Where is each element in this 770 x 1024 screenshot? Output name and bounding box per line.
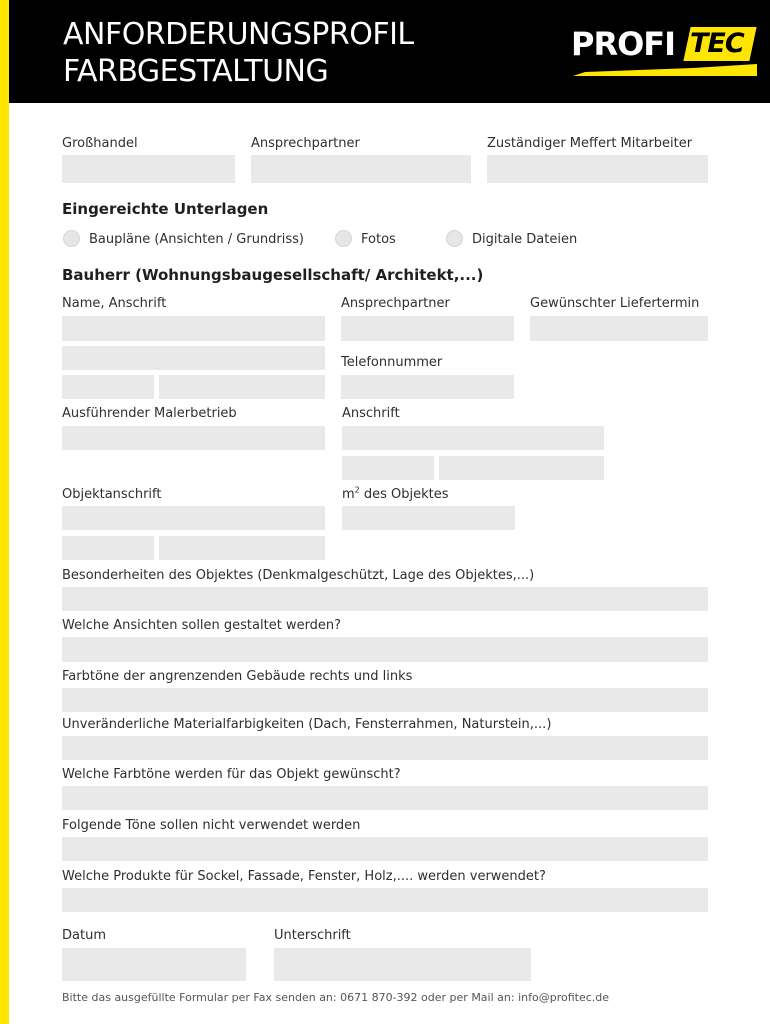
question-label-4: Unveränderliche Materialfarbigkeiten (Dach, Fensterrahmen, Naturstein,...) — [62, 717, 552, 732]
anschrift-label: Anschrift — [342, 406, 400, 421]
radio-digitale-dateien-label: Digitale Dateien — [472, 232, 578, 247]
question-field-1[interactable] — [62, 587, 708, 611]
side-accent-bar — [0, 0, 9, 1024]
question-field-7[interactable] — [62, 888, 708, 912]
ansprechpartner-top-field[interactable] — [251, 155, 471, 183]
malerbetrieb-field[interactable] — [62, 426, 325, 450]
strasse-field[interactable] — [62, 346, 325, 370]
logo-text-profi: PROFI — [571, 25, 676, 63]
m2-field[interactable] — [342, 506, 515, 530]
bauherr-heading: Bauherr (Wohnungsbaugesellschaft/ Architekt,...) — [62, 266, 484, 284]
name-field[interactable] — [62, 316, 325, 341]
question-label-2: Welche Ansichten sollen gestaltet werden? — [62, 618, 342, 633]
datum-field[interactable] — [62, 948, 246, 981]
unterschrift-label: Unterschrift — [274, 928, 351, 943]
name-anschrift-label: Name, Anschrift — [62, 296, 167, 311]
m2-label-text: des Objektes — [359, 487, 449, 502]
anschrift-strasse-field[interactable] — [342, 426, 604, 450]
question-label-3: Farbtöne der angrenzenden Gebäude rechts und links — [62, 669, 413, 684]
grosshandel-field[interactable] — [62, 155, 235, 183]
objektanschrift-label: Objektanschrift — [62, 487, 162, 502]
radio-bauplaene[interactable] — [63, 230, 80, 247]
unterlagen-heading: Eingereichte Unterlagen — [62, 200, 269, 218]
radio-bauplaene-label: Baupläne (Ansichten / Grundriss) — [89, 232, 305, 247]
radio-fotos[interactable] — [335, 230, 352, 247]
plz-field[interactable] — [62, 375, 154, 399]
anschrift-plz-field[interactable] — [342, 456, 434, 480]
question-label-6: Folgende Töne sollen nicht verwendet werden — [62, 818, 361, 833]
m2-label-exponent: 2 — [354, 485, 360, 495]
objektanschrift-ort-field[interactable] — [159, 536, 325, 560]
question-field-6[interactable] — [62, 837, 708, 861]
datum-label: Datum — [62, 928, 106, 943]
question-field-3[interactable] — [62, 688, 708, 712]
radio-fotos-label: Fotos — [361, 232, 396, 247]
ansprechpartner-top-label: Ansprechpartner — [251, 136, 360, 151]
liefertermin-field[interactable] — [530, 316, 708, 341]
m2-label — [342, 487, 449, 503]
question-field-4[interactable] — [62, 736, 708, 760]
profitec-logo — [561, 24, 763, 80]
footer-note: Bitte das ausgefüllte Formular per Fax senden an: 0671 870-392 oder per Mail an: info@profitec.de — [62, 991, 610, 1004]
question-label-1: Besonderheiten des Objektes (Denkmalgeschützt, Lage des Objektes,...) — [62, 568, 535, 583]
question-field-2[interactable] — [62, 637, 708, 662]
mitarbeiter-field[interactable] — [487, 155, 708, 183]
grosshandel-label: Großhandel — [62, 136, 138, 151]
m2-label-unit: m — [342, 487, 355, 502]
radio-digitale-dateien[interactable] — [446, 230, 463, 247]
objektanschrift-plz-field[interactable] — [62, 536, 154, 560]
objektanschrift-strasse-field[interactable] — [62, 506, 325, 530]
header-band — [9, 0, 770, 103]
question-label-5: Welche Farbtöne werden für das Objekt gewünscht? — [62, 767, 401, 782]
malerbetrieb-label: Ausführender Malerbetrieb — [62, 406, 237, 421]
question-field-5[interactable] — [62, 786, 708, 810]
logo-text-tec: TEC — [690, 28, 744, 59]
telefon-field[interactable] — [341, 375, 514, 399]
page-title-line2: FARBGESTALTUNG — [63, 54, 329, 89]
bauherr-ansprechpartner-field[interactable] — [341, 316, 514, 341]
unterschrift-field[interactable] — [274, 948, 531, 981]
ort-field[interactable] — [159, 375, 325, 399]
telefon-label: Telefonnummer — [341, 355, 443, 370]
bauherr-ansprechpartner-label: Ansprechpartner — [341, 296, 450, 311]
liefertermin-label: Gewünschter Liefertermin — [530, 296, 700, 311]
page-title-line1: ANFORDERUNGSPROFIL — [63, 17, 414, 52]
mitarbeiter-label: Zuständiger Meffert Mitarbeiter — [487, 136, 693, 151]
logo-swoosh-icon — [573, 60, 757, 76]
question-label-7: Welche Produkte für Sockel, Fassade, Fenster, Holz,.... werden verwendet? — [62, 869, 546, 884]
anschrift-ort-field[interactable] — [439, 456, 604, 480]
